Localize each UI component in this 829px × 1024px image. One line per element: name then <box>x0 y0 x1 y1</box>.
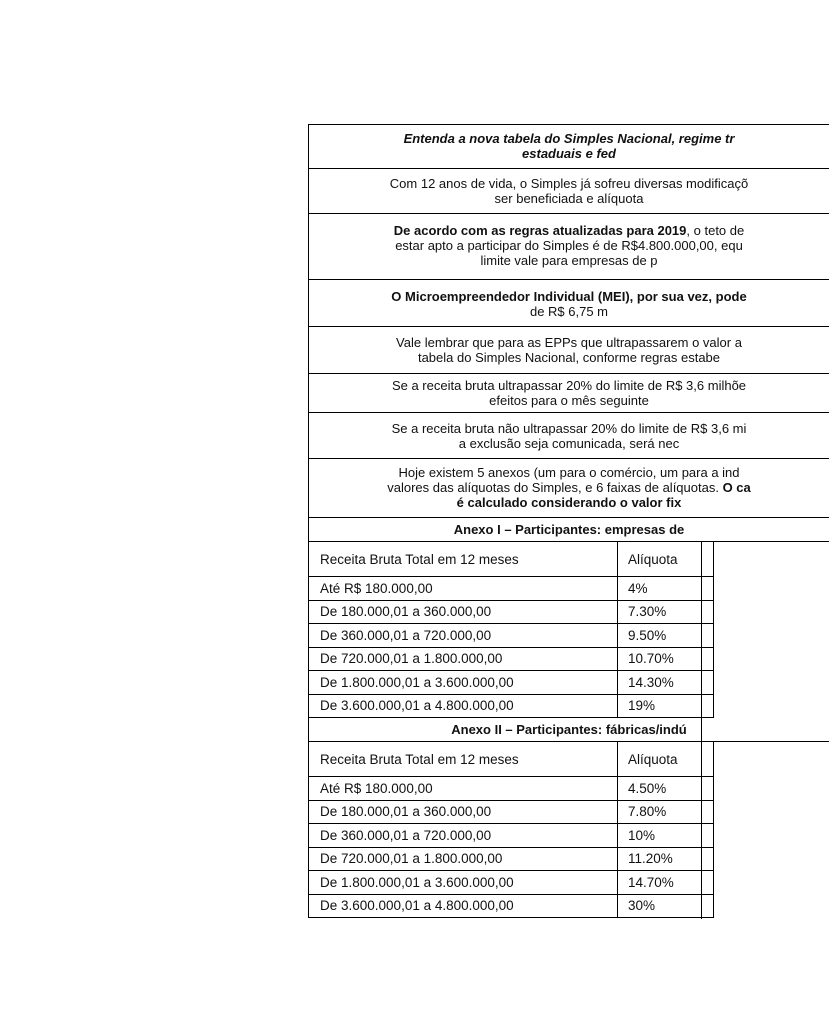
text-line: é calculado considerando o valor fix <box>456 495 682 510</box>
revenue-range: De 720.000,01 a 1.800.000,00 <box>309 847 618 871</box>
annex-1-title: Anexo I – Participantes: empresas de <box>309 518 829 542</box>
table-row <box>309 671 714 695</box>
revenue-range: De 1.800.000,01 a 3.600.000,00 <box>309 871 618 895</box>
title-line-2: estaduais e fed <box>522 146 616 161</box>
title-line-1: Entenda a nova tabela do Simples Nacional, regime tr <box>403 131 735 146</box>
table-header-row <box>309 542 714 577</box>
revenue-range: De 720.000,01 a 1.800.000,00 <box>309 647 618 671</box>
table-row <box>309 871 714 895</box>
annex-1-table <box>309 542 714 718</box>
table-header-row <box>309 742 714 777</box>
text-line <box>309 223 829 238</box>
table-right-edge <box>701 541 702 919</box>
table-row <box>309 577 714 601</box>
table-row <box>309 800 714 824</box>
text-line: Se a receita bruta não ultrapassar 20% do limite de R$ 3,6 mi <box>391 421 747 436</box>
revenue-range: Até R$ 180.000,00 <box>309 777 618 801</box>
tax-rate: 14.70% <box>618 871 714 895</box>
text-line: Hoje existem 5 anexos (um para o comércio, um para a ind <box>398 465 740 480</box>
table-row <box>309 647 714 671</box>
intro-paragraph <box>309 169 829 214</box>
tax-rate: 4.50% <box>618 777 714 801</box>
revenue-column-header: Receita Bruta Total em 12 meses <box>309 742 618 777</box>
mei-paragraph <box>309 280 829 327</box>
text-line: limite vale para empresas de p <box>480 253 658 268</box>
revenue-column-header: Receita Bruta Total em 12 meses <box>309 542 618 577</box>
table-row <box>309 847 714 871</box>
table-row <box>309 894 714 918</box>
text-line <box>309 480 829 495</box>
tax-rate: 7.30% <box>618 600 714 624</box>
normal-text: , o teto de <box>686 223 745 238</box>
tax-rate: 4% <box>618 577 714 601</box>
text-line: estar apto a participar do Simples é de R$4.800.000,00, equ <box>395 238 743 253</box>
text-line: efeitos para o mês seguinte <box>489 393 649 408</box>
table-row <box>309 824 714 848</box>
tax-rate: 10% <box>618 824 714 848</box>
revenue-range: Até R$ 180.000,00 <box>309 577 618 601</box>
rate-column-header: Alíquota <box>618 742 714 777</box>
tax-rate: 11.20% <box>618 847 714 871</box>
rate-column-header: Alíquota <box>618 542 714 577</box>
tax-rate: 14.30% <box>618 671 714 695</box>
exceed-20-paragraph <box>309 374 829 413</box>
tax-rate: 9.50% <box>618 624 714 648</box>
not-exceed-20-paragraph <box>309 413 829 459</box>
text-line: ser beneficiada e alíquota <box>494 191 644 206</box>
annexes-paragraph <box>309 459 829 518</box>
revenue-range: De 360.000,01 a 720.000,00 <box>309 824 618 848</box>
tax-rate: 10.70% <box>618 647 714 671</box>
annex-2-table <box>309 742 714 918</box>
simples-nacional-document <box>308 124 829 918</box>
table-row <box>309 694 714 718</box>
bold-text: De acordo com as regras atualizadas para 2019 <box>393 223 687 238</box>
text-line: O Microempreendedor Individual (MEI), por sua vez, pode <box>391 289 747 304</box>
revenue-range: De 180.000,01 a 360.000,00 <box>309 600 618 624</box>
table-row <box>309 624 714 648</box>
normal-text: valores das alíquotas do Simples, e 6 faixas de alíquotas. <box>387 480 723 495</box>
document-title <box>309 125 829 169</box>
bold-text: O ca <box>722 480 751 495</box>
revenue-range: De 1.800.000,01 a 3.600.000,00 <box>309 671 618 695</box>
revenue-range: De 3.600.000,01 a 4.800.000,00 <box>309 894 618 918</box>
text-line: a exclusão seja comunicada, será nec <box>458 436 680 451</box>
text-line: tabela do Simples Nacional, conforme regras estabe <box>417 350 721 365</box>
text-line: de R$ 6,75 m <box>529 304 609 319</box>
revenue-range: De 3.600.000,01 a 4.800.000,00 <box>309 694 618 718</box>
text-line: Vale lembrar que para as EPPs que ultrapassarem o valor a <box>396 335 742 350</box>
table-row <box>309 600 714 624</box>
revenue-range: De 180.000,01 a 360.000,00 <box>309 800 618 824</box>
text-line: Com 12 anos de vida, o Simples já sofreu diversas modificaçõ <box>389 176 749 191</box>
text-line: Se a receita bruta ultrapassar 20% do limite de R$ 3,6 milhõe <box>391 378 747 393</box>
annex-2-title: Anexo II – Participantes: fábricas/indú <box>309 718 829 742</box>
tax-rate: 30% <box>618 894 714 918</box>
epp-paragraph <box>309 327 829 374</box>
tax-rate: 7.80% <box>618 800 714 824</box>
tax-rate: 19% <box>618 694 714 718</box>
rules-2019-paragraph <box>309 214 829 280</box>
table-row <box>309 777 714 801</box>
revenue-range: De 360.000,01 a 720.000,00 <box>309 624 618 648</box>
